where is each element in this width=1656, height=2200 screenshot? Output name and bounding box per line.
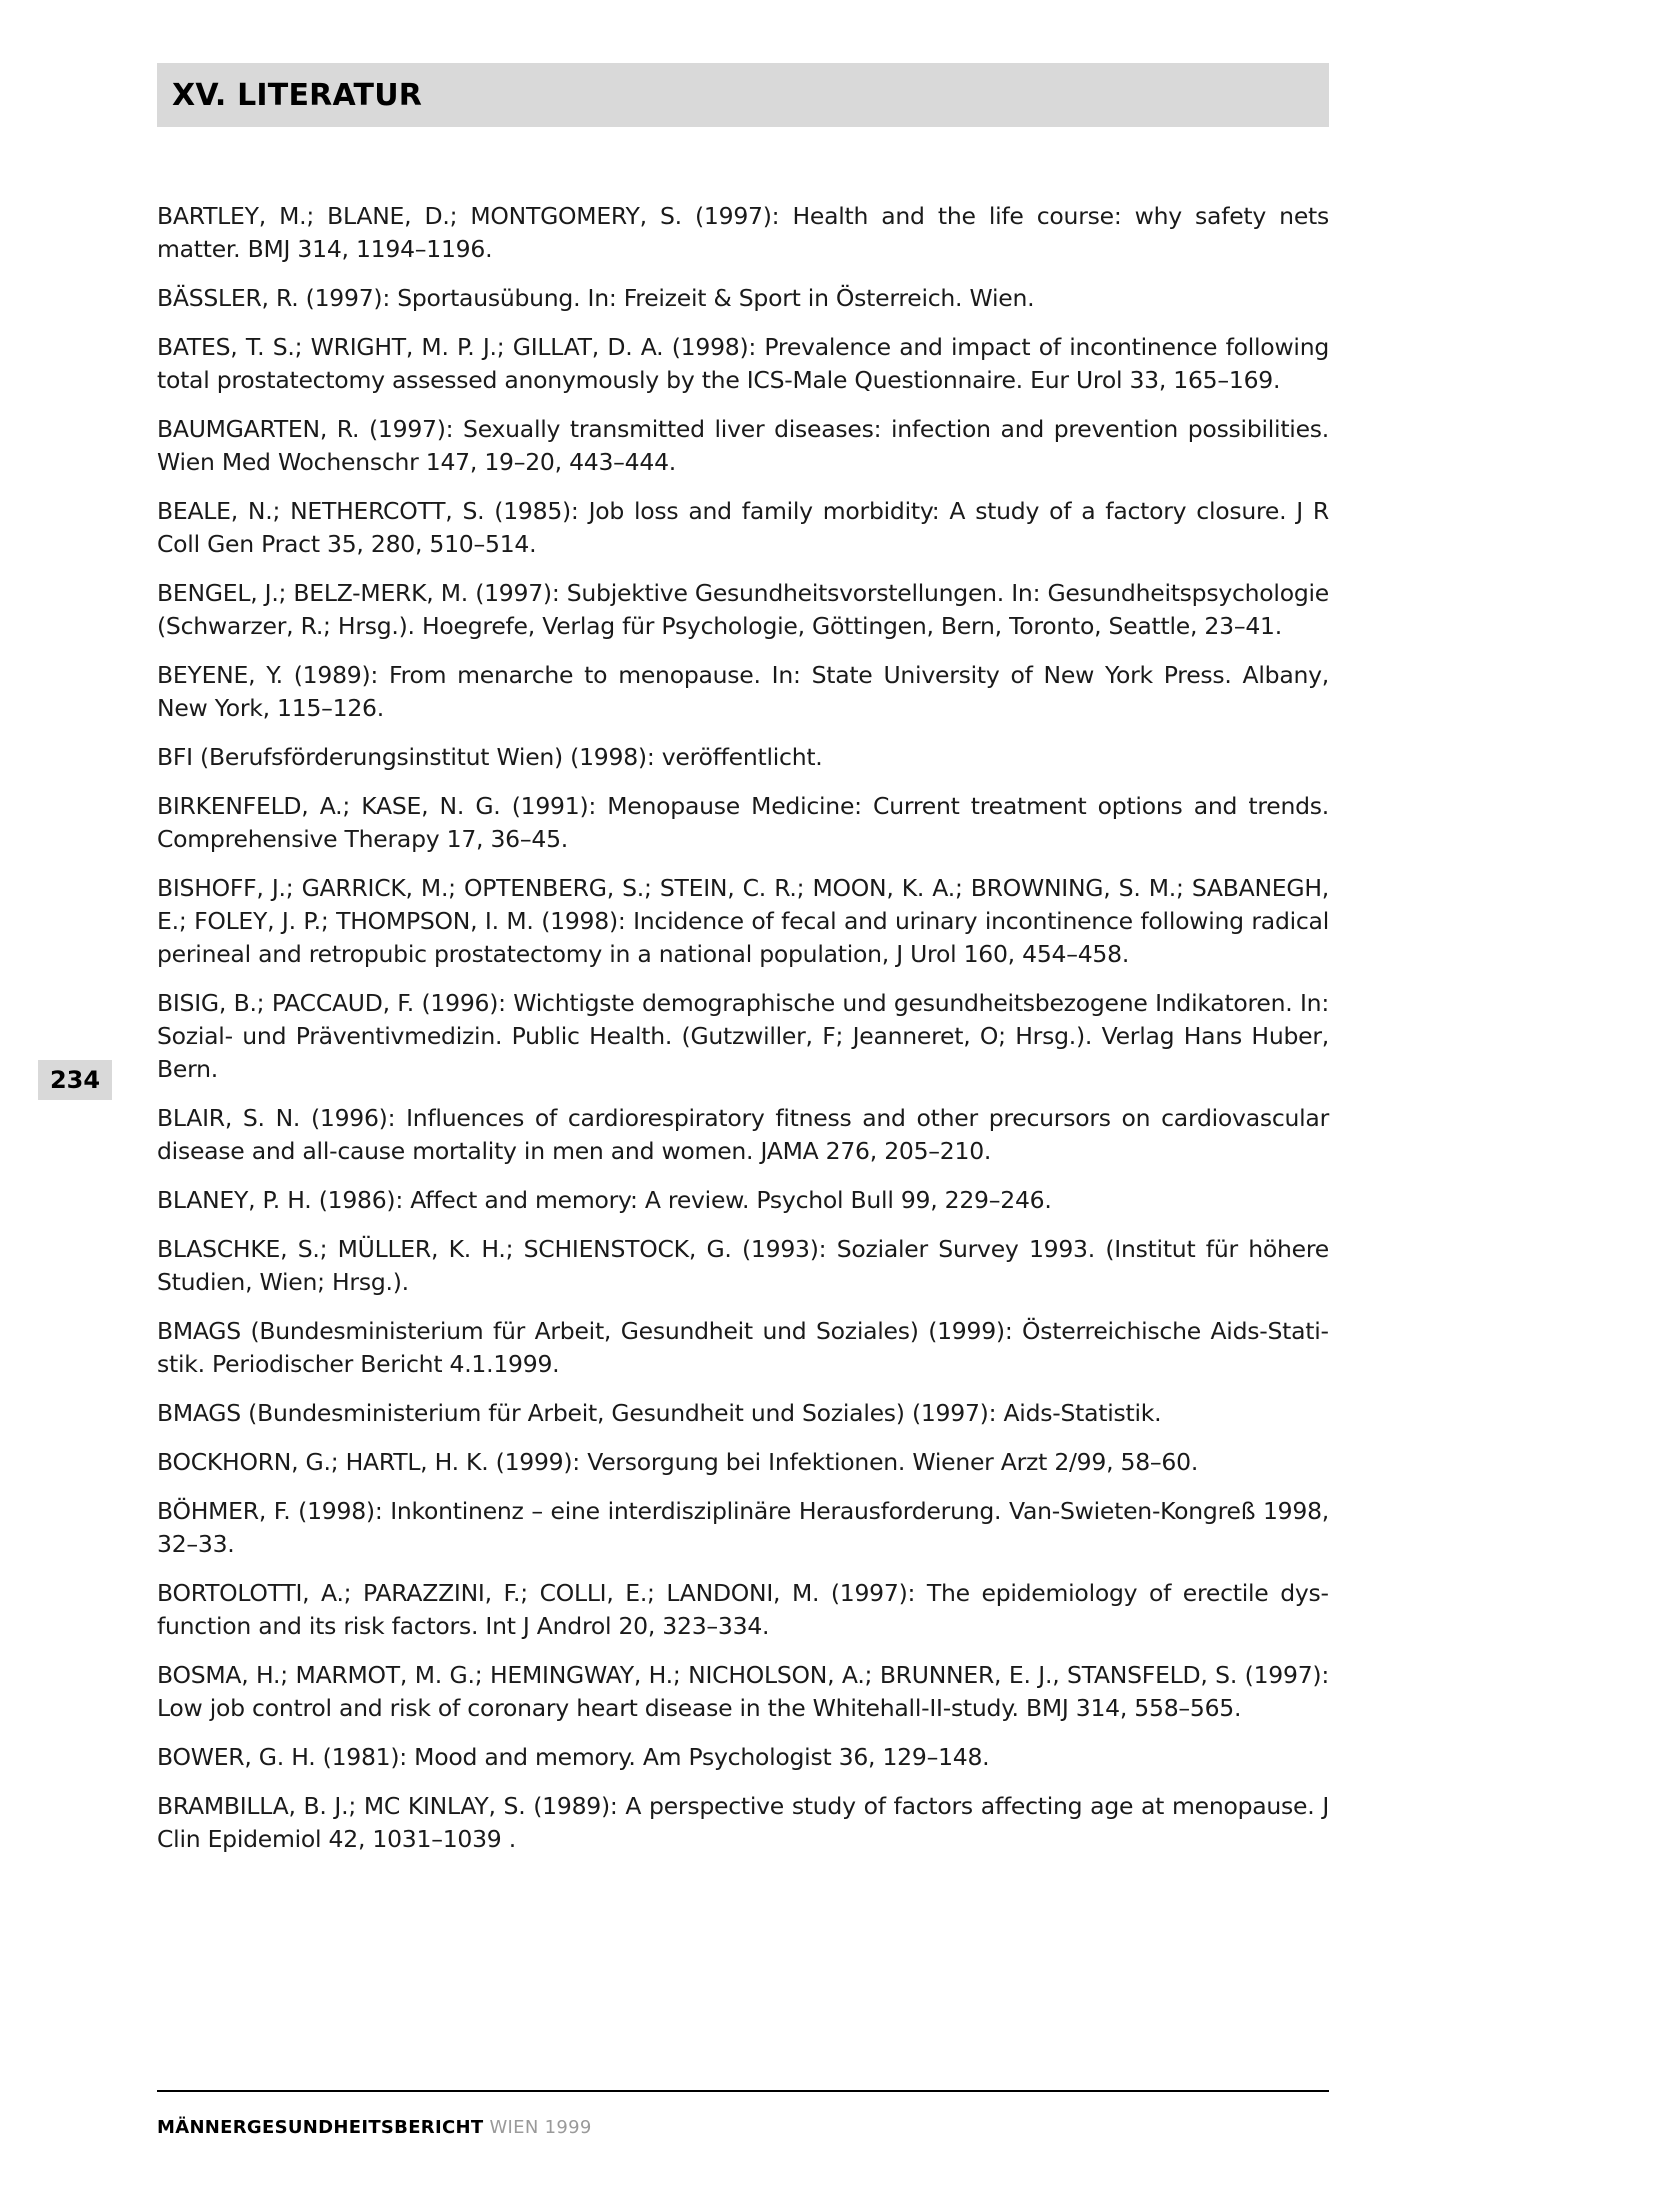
page-number: 234 bbox=[38, 1060, 112, 1100]
footer-subtitle: WIEN 1999 bbox=[483, 2117, 592, 2138]
reference-entry: BFI (Berufsförderungsinstitut Wien) (1998): veröffentlicht. bbox=[157, 743, 823, 771]
reference-entry: BIRKENFELD, A.; KASE, N. G. (1991): Menopause Medicine: Current treatment options and trends. Comprehensive Therapy 17, 36–45. bbox=[157, 792, 1329, 853]
reference-entry: BOCKHORN, G.; HARTL, H. K. (1999): Versorgung bei Infektionen. Wiener Arzt 2/99, 58–60. bbox=[157, 1448, 1199, 1476]
reference-entry: BARTLEY, M.; BLANE, D.; MONTGOMERY, S. (1997): Health and the life course: why safety nets matter. BMJ 314, 1194–1196. bbox=[157, 202, 1329, 263]
reference-entry: BMAGS (Bundesministerium für Arbeit, Gesundheit und Soziales) (1997): Aids-Statistik. bbox=[157, 1399, 1162, 1427]
reference-entry: BMAGS (Bundesministerium für Arbeit, Gesundheit und Soziales) (1999): Österreichische Aids-Statistik. Periodischer Bericht 4.1.1999. bbox=[157, 1317, 1329, 1378]
reference-entry: BATES, T. S.; WRIGHT, M. P. J.; GILLAT, D. A. (1998): Prevalence and impact of incontinence following total prostatectomy assessed anonymously by the ICS-Male Questionnaire. Eur Urol 33, 165–169. bbox=[157, 333, 1329, 394]
reference-entry: BORTOLOTTI, A.; PARAZZINI, F.; COLLI, E.; LANDONI, M. (1997): The epidemiology of erectile dysfunction and its risk factors. Int J Androl 20, 323–334. bbox=[157, 1579, 1329, 1640]
reference-entry: BOSMA, H.; MARMOT, M. G.; HEMINGWAY, H.; NICHOLSON, A.; BRUNNER, E. J., STANSFELD, S. (1997): Low job control and risk of coronary heart disease in the Whitehall-II-study. BMJ 314, 558–565. bbox=[157, 1661, 1329, 1722]
reference-entry: BRAMBILLA, B. J.; MC KINLAY, S. (1989): A perspective study of factors affecting age at menopause. J Clin Epidemiol 42, 1031–1039 . bbox=[157, 1792, 1329, 1853]
reference-entry: BOWER, G. H. (1981): Mood and memory. Am Psychologist 36, 129–148. bbox=[157, 1743, 990, 1771]
reference-entry: BEALE, N.; NETHERCOTT, S. (1985): Job loss and family morbidity: A study of a factory closure. J R Coll Gen Pract 35, 280, 510–514. bbox=[157, 497, 1329, 558]
section-header bbox=[157, 63, 1329, 127]
reference-entry: BÖHMER, F. (1998): Inkontinenz – eine interdisziplinäre Herausforderung. Van-Swieten-Kongreß 1998, 32–33. bbox=[157, 1497, 1329, 1558]
reference-entry: BENGEL, J.; BELZ-MERK, M. (1997): Subjektive Gesundheitsvorstellungen. In: Gesundheitspsychologie (Schwarzer, R.; Hrsg.). Hoegrefe, Verlag für Psychologie, Göttingen, Bern, Toronto, Seattle, 23–41. bbox=[157, 579, 1329, 640]
reference-entry: BAUMGARTEN, R. (1997): Sexually transmitted liver diseases: infection and prevention possibilities. Wien Med Wochenschr 147, 19–20, 443–444. bbox=[157, 415, 1329, 476]
reference-entry: BLANEY, P. H. (1986): Affect and memory: A review. Psychol Bull 99, 229–246. bbox=[157, 1186, 1052, 1214]
reference-entry: BISHOFF, J.; GARRICK, M.; OPTENBERG, S.; STEIN, C. R.; MOON, K. A.; BROWNING, S. M.; SABANEGH, E.; FOLEY, J. P.; THOMPSON, I. M. (1998): Incidence of fecal and urinary incontinence following radical perineal and retropubic prostatectomy in a national population, J Urol 160, 454–458. bbox=[157, 874, 1329, 968]
reference-entry: BISIG, B.; PACCAUD, F. (1996): Wichtigste demographische und gesundheitsbezogene Indikatoren. In: Sozial- und Präventivmedizin. Public Health. (Gutzwiller, F; Jeanneret, O; Hrsg.). Verlag Hans Huber, Bern. bbox=[157, 989, 1329, 1083]
page-footer bbox=[157, 2117, 592, 2138]
reference-entry: BLASCHKE, S.; MÜLLER, K. H.; SCHIENSTOCK, G. (1993): Sozialer Survey 1993. (Institut für höhere Studien, Wien; Hrsg.). bbox=[157, 1235, 1329, 1296]
footer-title: MÄNNERGESUNDHEITSBERICHT bbox=[157, 2117, 484, 2138]
section-title: XV. LITERATUR bbox=[172, 77, 423, 113]
reference-entry: BÄSSLER, R. (1997): Sportausübung. In: Freizeit & Sport in Österreich. Wien. bbox=[157, 284, 1035, 312]
reference-entry: BEYENE, Y. (1989): From menarche to menopause. In: State University of New York Press. Albany, New York, 115–126. bbox=[157, 661, 1329, 722]
reference-list bbox=[157, 200, 1329, 1872]
footer-divider bbox=[157, 2090, 1329, 2092]
reference-entry: BLAIR, S. N. (1996): Influences of cardiorespiratory fitness and other precursors on cardiovascular disease and all-cause mortality in men and women. JAMA 276, 205–210. bbox=[157, 1104, 1329, 1165]
